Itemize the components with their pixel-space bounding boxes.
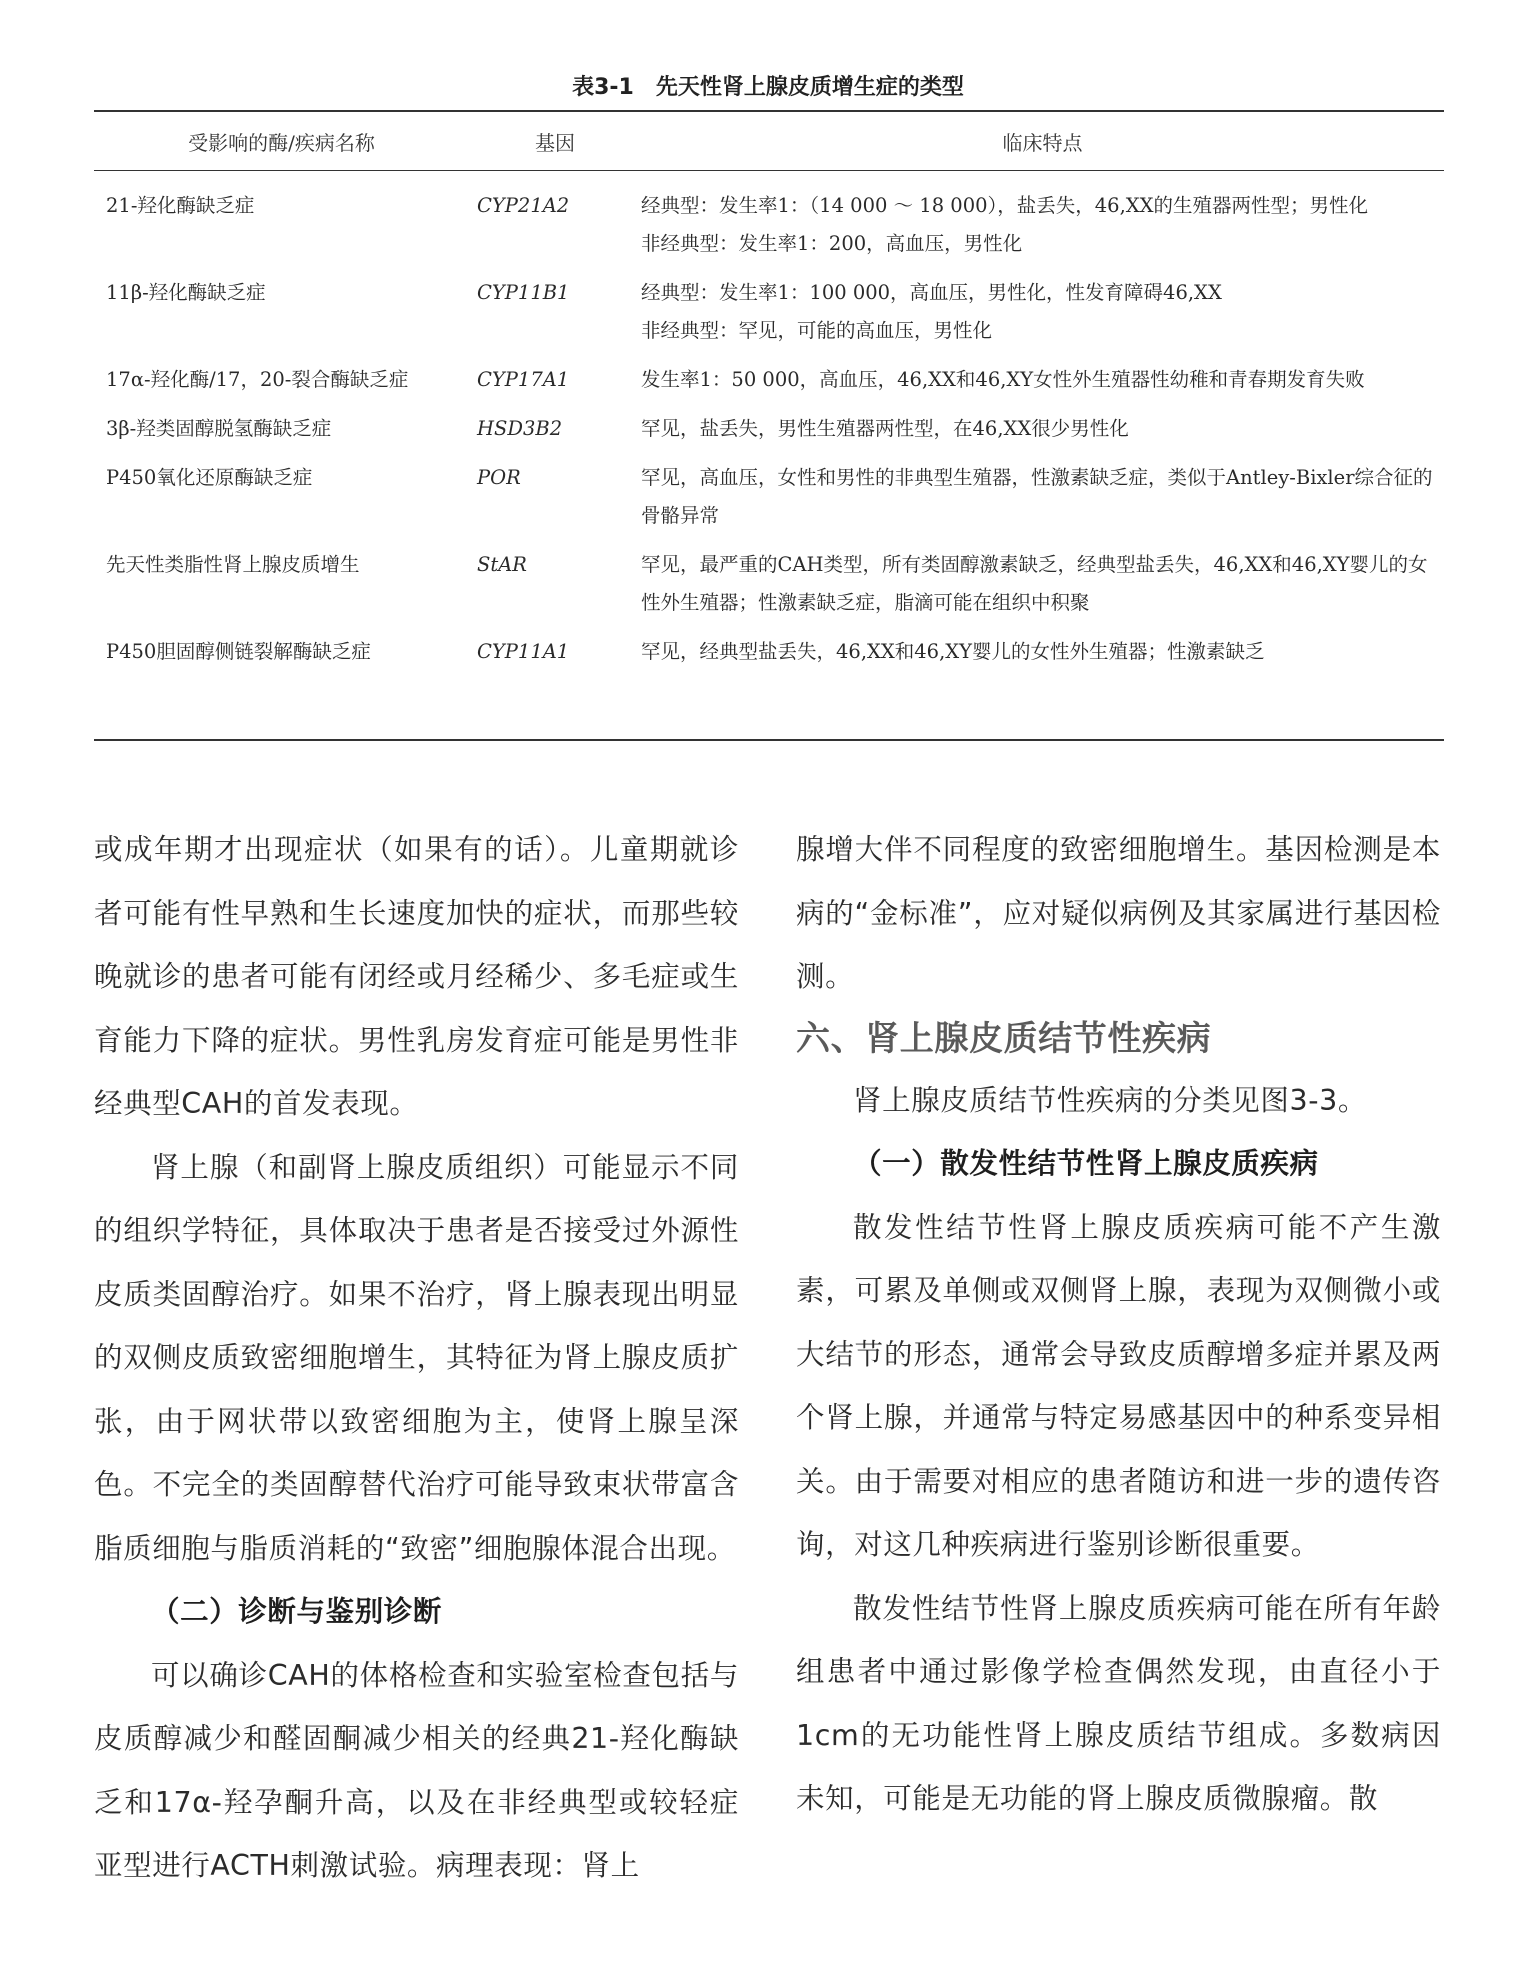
right-paragraph-2: 肾上腺皮质结节性疾病的分类见图3-3。: [853, 1083, 1367, 1117]
subsection-heading-diagnosis: （二）诊断与鉴别诊断: [151, 1595, 443, 1628]
row-name: 21-羟化酶缺乏症: [106, 194, 255, 217]
clinical-line: 罕见，经典型盐丢失，46,XX和46,XY婴儿的女性外生殖器；性激素缺乏: [641, 640, 1265, 663]
row-gene: CYP17A1: [477, 368, 570, 391]
table-header-row: [94, 112, 1444, 170]
right-text-column: [796, 818, 1441, 1831]
right-paragraph-1: 腺增大伴不同程度的致密细胞增生。基因检测是本病的“金标准”，应对疑似病例及其家属进行基因检测。: [796, 833, 1441, 993]
row-gene: CYP21A2: [477, 194, 570, 217]
subsection-heading-sporadic: （一）散发性结节性肾上腺皮质疾病: [853, 1147, 1319, 1180]
row-name: 17α-羟化酶/17，20-裂合酶缺乏症: [106, 368, 409, 391]
clinical-line: 非经典型：罕见，可能的高血压，男性化: [641, 319, 993, 342]
clinical-line: 非经典型：发生率1：200，高血压，男性化: [641, 232, 1023, 255]
table-caption-title: 先天性肾上腺皮质增生症的类型: [655, 75, 964, 100]
table-row: [94, 170, 1444, 263]
table-bottom-rule: [94, 739, 1444, 741]
row-name: 11β-羟化酶缺乏症: [106, 281, 266, 304]
left-paragraph-1: 或成年期才出现症状（如果有的话）。儿童期就诊者可能有性早熟和生长速度加快的症状，而那些较晚就诊的患者可能有闭经或月经稀少、多毛症或生育能力下降的症状。男性乳房发育症可能是男性非经典型CAH的首发表现。: [94, 833, 739, 1120]
row-gene: StAR: [477, 553, 527, 576]
row-gene: CYP11B1: [477, 281, 570, 304]
right-paragraph-3: 散发性结节性肾上腺皮质疾病可能不产生激素，可累及单侧或双侧肾上腺，表现为双侧微小或大结节的形态，通常会导致皮质醇增多症并累及两个肾上腺，并通常与特定易感基因中的种系变异相关。由于需要对相应的患者随访和进一步的遗传咨询，对这几种疾病进行鉴别诊断很重要。: [796, 1210, 1441, 1561]
table-row: [94, 263, 1444, 350]
table-row: [94, 622, 1444, 671]
header-gene: 基因: [535, 130, 575, 155]
cah-types-table: [94, 112, 1444, 671]
row-clinical: [641, 263, 1444, 350]
row-gene: HSD3B2: [477, 417, 563, 440]
header-enzyme: 受影响的酶/疾病名称: [188, 130, 375, 155]
left-paragraph-2: 肾上腺（和副肾上腺皮质组织）可能显示不同的组织学特征，具体取决于患者是否接受过外源性皮质类固醇治疗。如果不治疗，肾上腺表现出明显的双侧皮质致密细胞增生，其特征为肾上腺皮质扩张，由于网状带以致密细胞为主，使肾上腺呈深色。不完全的类固醇替代治疗可能导致束状带富含脂质细胞与脂质消耗的“致密”细胞腺体混合出现。: [94, 1150, 739, 1565]
row-clinical: [641, 535, 1444, 622]
clinical-line: 罕见，高血压，女性和男性的非典型生殖器，性激素缺乏症，类似于Antley-Bixler综合征的骨骼异常: [641, 466, 1433, 527]
clinical-line: 罕见，最严重的CAH类型，所有类固醇激素缺乏，经典型盐丢失，46,XX和46,XY婴儿的女性外生殖器；性激素缺乏症，脂滴可能在组织中积聚: [641, 553, 1428, 614]
row-clinical: [641, 622, 1444, 671]
table-row: [94, 399, 1444, 448]
clinical-line: 经典型：发生率1：（14 000 ～ 18 000），盐丢失，46,XX的生殖器两性型；男性化: [641, 194, 1369, 217]
table-caption: [0, 70, 1536, 101]
table-row: [94, 535, 1444, 622]
row-clinical: [641, 448, 1444, 535]
table-row: [94, 350, 1444, 399]
clinical-line: 发生率1：50 000，高血压，46,XX和46,XY女性外生殖器性幼稚和青春期发育失败: [641, 368, 1365, 391]
clinical-line: 罕见，盐丢失，男性生殖器两性型，在46,XX很少男性化: [641, 417, 1129, 440]
row-clinical: [641, 399, 1444, 448]
left-text-column: [94, 818, 739, 1898]
row-name: P450氧化还原酶缺乏症: [106, 466, 313, 489]
table-caption-number: 表3-1: [572, 75, 634, 100]
row-gene: POR: [477, 466, 521, 489]
header-clinical: 临床特点: [1002, 130, 1083, 155]
table-row: [94, 448, 1444, 535]
left-paragraph-3: 可以确诊CAH的体格检查和实验室检查包括与皮质醇减少和醛固酮减少相关的经典21-羟化酶缺乏和17α-羟孕酮升高，以及在非经典型或较轻症亚型进行ACTH刺激试验。病理表现：肾上: [94, 1658, 739, 1882]
row-name: P450胆固醇侧链裂解酶缺乏症: [106, 640, 371, 663]
clinical-line: 经典型：发生率1：100 000，高血压，男性化，性发育障碍46,XX: [641, 281, 1222, 304]
right-paragraph-4: 散发性结节性肾上腺皮质疾病可能在所有年龄组患者中通过影像学检查偶然发现，由直径小于1cm的无功能性肾上腺皮质结节组成。多数病因未知，可能是无功能的肾上腺皮质微腺瘤。散: [796, 1591, 1441, 1815]
row-gene: CYP11A1: [477, 640, 570, 663]
row-clinical: [641, 170, 1444, 263]
row-clinical: [641, 350, 1444, 399]
row-name: 3β-羟类固醇脱氢酶缺乏症: [106, 417, 332, 440]
row-name: 先天性类脂性肾上腺皮质增生: [106, 553, 360, 576]
section-heading-nodular-disease: 六、肾上腺皮质结节性疾病: [796, 1018, 1212, 1059]
